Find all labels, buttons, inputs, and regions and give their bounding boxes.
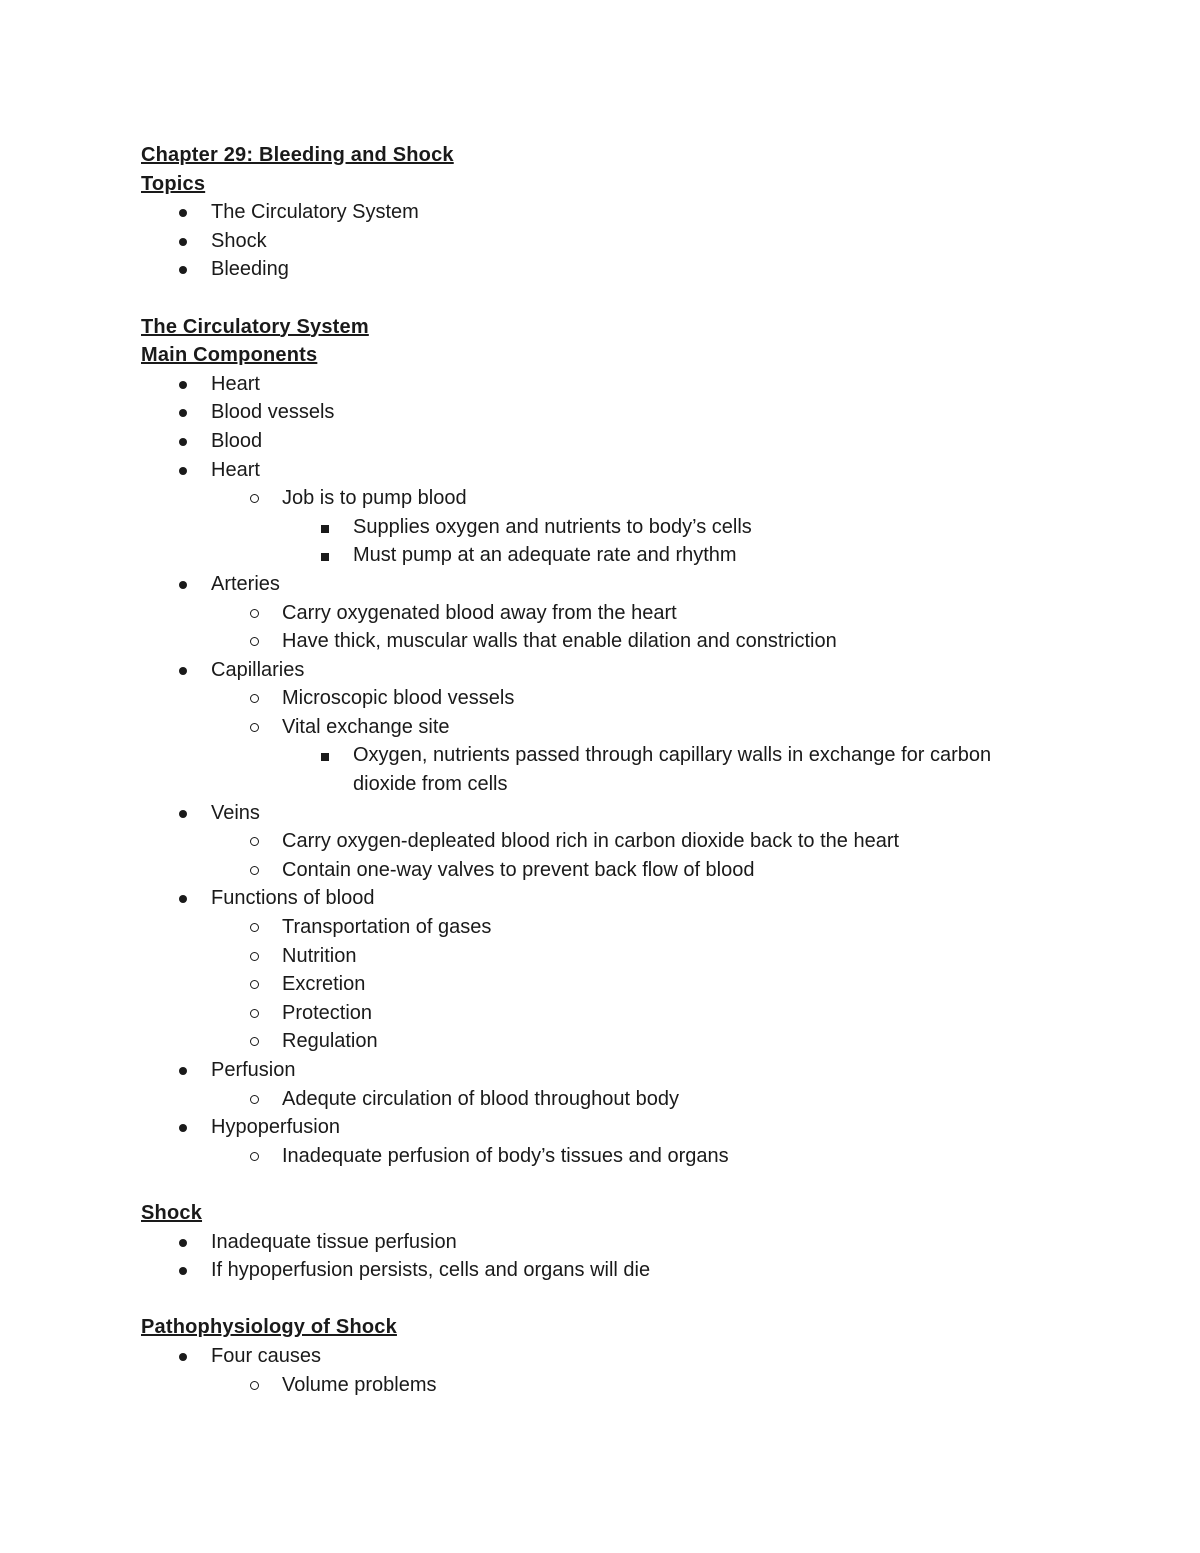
list-item: Supplies oxygen and nutrients to body’s cells [141,513,1061,542]
pathophysiology-list [141,1342,1061,1399]
bullet-circle-icon [250,952,259,961]
bullet-circle-icon [250,1009,259,1018]
list-item: Vital exchange site [141,713,1061,742]
list-item: Veins [141,799,1061,828]
list-item: Regulation [141,1027,1061,1056]
list-item: If hypoperfusion persists, cells and organs will die [141,1256,1061,1285]
bullet-disc-icon [179,667,187,675]
chapter-title: Chapter 29: Bleeding and Shock [141,144,454,166]
list-item: Carry oxygenated blood away from the heart [141,599,1061,628]
list-item: Perfusion [141,1056,1061,1085]
bullet-disc-icon [179,381,187,389]
bullet-disc-icon [179,409,187,417]
bullet-circle-icon [250,1152,259,1161]
list-item: Job is to pump blood [141,484,1061,513]
bullet-circle-icon [250,1095,259,1104]
list-item: Nutrition [141,942,1061,971]
list-item: Hypoperfusion [141,1113,1061,1142]
bullet-disc-icon [179,266,187,274]
section-heading-circulatory: The Circulatory System [141,315,369,338]
list-item: Shock [141,227,1061,256]
list-item: Heart [141,370,1061,399]
bullet-disc-icon [179,238,187,246]
list-item: Blood [141,427,1061,456]
bullet-circle-icon [250,637,259,646]
bullet-disc-icon [179,1124,187,1132]
bullet-disc-icon [179,209,187,217]
bullet-square-icon [321,553,329,561]
list-item: Oxygen, nutrients passed through capillary walls in exchange for carbon dioxide from cells [141,741,1061,798]
bullet-circle-icon [250,1381,259,1390]
list-item: Capillaries [141,656,1061,685]
list-item: Blood vessels [141,398,1061,427]
circulatory-list [141,370,1061,1171]
bullet-circle-icon [250,723,259,732]
list-item: Inadequate tissue perfusion [141,1228,1061,1257]
list-item: Transportation of gases [141,913,1061,942]
list-item: Have thick, muscular walls that enable dilation and constriction [141,627,1061,656]
list-item: Functions of blood [141,884,1061,913]
bullet-disc-icon [179,810,187,818]
bullet-circle-icon [250,923,259,932]
list-item: Arteries [141,570,1061,599]
section-heading-shock: Shock [141,1201,203,1224]
list-item: Carry oxygen-depleated blood rich in carbon dioxide back to the heart [141,827,1061,856]
list-item: Adequte circulation of blood throughout body [141,1085,1061,1114]
topics-heading: Topics [141,172,206,195]
bullet-square-icon [321,525,329,533]
list-item: Inadequate perfusion of body’s tissues and organs [141,1142,1061,1171]
bullet-disc-icon [179,1239,187,1247]
bullet-circle-icon [250,1037,259,1046]
list-item: Volume problems [141,1371,1061,1400]
list-item: Contain one-way valves to prevent back flow of blood [141,856,1061,885]
list-item: Heart [141,456,1061,485]
bullet-disc-icon [179,1067,187,1075]
list-item: Excretion [141,970,1061,999]
bullet-disc-icon [179,1353,187,1361]
bullet-circle-icon [250,694,259,703]
bullet-square-icon [321,753,329,761]
list-item: Four causes [141,1342,1061,1371]
bullet-circle-icon [250,866,259,875]
bullet-circle-icon [250,494,259,503]
list-item: Must pump at an adequate rate and rhythm [141,541,1061,570]
shock-list [141,1228,1061,1285]
bullet-disc-icon [179,895,187,903]
blank-line [141,1285,1061,1314]
bullet-circle-icon [250,609,259,618]
document-content [141,141,1061,1399]
bullet-circle-icon [250,980,259,989]
list-item: The Circulatory System [141,198,1061,227]
list-item: Microscopic blood vessels [141,684,1061,713]
bullet-disc-icon [179,467,187,475]
topics-list [141,198,1061,284]
bullet-circle-icon [250,837,259,846]
bullet-disc-icon [179,438,187,446]
section-heading-pathophysiology: Pathophysiology of Shock [141,1316,397,1339]
list-item: Bleeding [141,255,1061,284]
blank-line [141,1170,1061,1199]
subheading-main-components: Main Components [141,344,318,367]
list-item: Protection [141,999,1061,1028]
bullet-disc-icon [179,1267,187,1275]
bullet-disc-icon [179,581,187,589]
blank-line [141,284,1061,313]
